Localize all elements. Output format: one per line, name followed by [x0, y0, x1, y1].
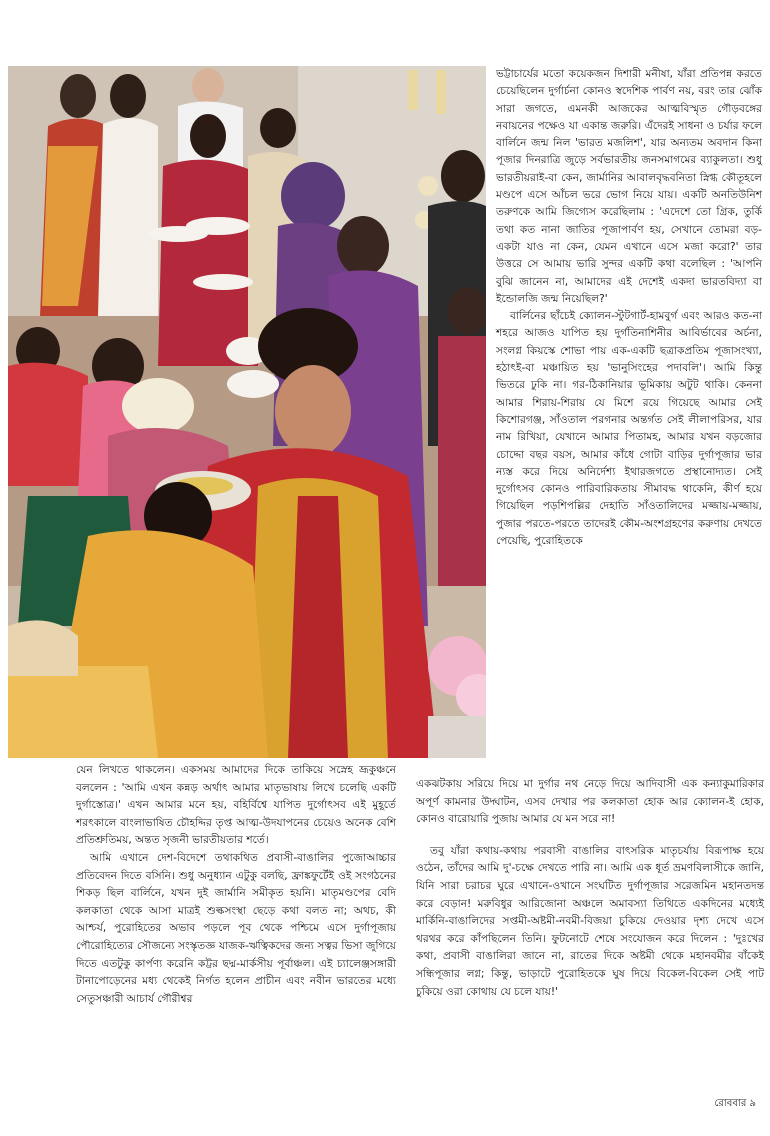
paragraph: আমি এখানে দেশ-বিদেশে তথাকথিত প্রবাসী-বাঙালির পুজোআচ্চার প্রতিবেদন দিতে বসিনি। শুধু অনুধ্যান এটুকু বলছি, ফ্রাঙ্কফুর্টেই ওই সংগঠনের শিকড় ছিল বার্লিনে, যখন দুই জার্মানি সমীকৃত হয়নি। মাতৃমণ্ডপের বেদি কলকাতা থেকে আসা মাত্রই শুল্কসংস্থা ছেড়ে কথা বলত না; অথচ, কী আশ্চর্য, পুরোহিতের অভাব পড়লে পূব থেকে পশ্চিমে এসে দুর্গাপূজায় পৌরোহিত্যের সৌজন্যে সংস্কৃতজ্ঞ যাজক-ঋত্বিকদের জন্য সত্বর ভিসা জুগিয়ে দিতে এতটুকু কার্পণ্য করেনি কট্টর ছদ্ম-মার্কসীয় পূর্বাঞ্চল। এই চ্যালেঞ্জসঙ্গারী টানাপোড়েনের মধ্য থেকেই নির্গত হলেন প্রাচীন এবং নবীন ভারতের মধ্যে সেতুসঞ্চারী আচার্য গৌরীশ্বর	[76, 851, 396, 1005]
right-column-text	[496, 66, 762, 550]
paragraph: বার্লিনের ছাঁচেই ক্যোলন-স্টুটগার্ট-হামবুর্গ এবং আরও কত-না শহরে আজও যাপিত হয় দুর্গতিনাশিনীর আবির্ভাবের অর্চনা, সংলগ্ন কিয়স্কে শোভা পায় এক-একটি ছত্রাকপ্রতিম পূজাসংখ্যা, হঠাৎই-বা মঞ্চায়িত হয় 'ভানুসিংহের পদাবলি'। আমি কিন্তু ভিতরে ঢুকি না। গর-ঠিকানিয়ার ভূমিকায় অটুট থাকি। কেননা আমার শিরায়-শিরায় যে মিশে রয়ে গিয়েছে আমার সেই কিশোরগঞ্জ, সাঁওতাল পরগনার অন্তর্গত সেই লীলাপরিসর, যার নাম রিখিয়া, যেখানে আমার পিতামহ, আমার যখন বড়জোর চোদ্দো বছর বয়স, আমার কাঁধে গোটা বাড়ির দুর্গাপূজার ভার ন্যস্ত করে দিয়ে অনির্দেশ্য ইথারজগতে প্রস্থানোদ্যত। সেই দুর্গোৎসব কোনও পারিবারিকতায় সীমাবদ্ধ থাকেনি, কীর্ণ হয়ে গিয়েছিল পড়শিপল্লির দেহাতি সাঁওতালিদের মজ্জায়-মজ্জায়, পুজার পরতে-পরতে তাদেরই কৌম-অংশগ্রহণের করুণায় দেখতে পেয়েছি, পুরোহিতকে	[496, 310, 762, 548]
page-folio: রোববার ৯	[714, 1098, 756, 1109]
paragraph: যেন লিখতে থাকলেন। একসময় আমাদের দিকে তাকিয়ে সস্নেহ ভ্রূকুঞ্চনে বললেন : 'আমি এখন কন্নড় অর্থাৎ আমার মাতৃভাষায় লিখে চলেছি একটি দুর্গাস্তোত্র।' এখন আমার মনে হয়, বহির্বিশ্বে যাপিত দুর্গোৎসব এই মুহূর্তে শরৎকালে বাংলাভাষিত চৌহদ্দির তৃপ্ত আত্ম-উদযাপনের চেয়েও অনেক বেশি প্রতিশ্রুতিময়, অন্তত সৃজনী ভারতীয়তার শর্তে।	[76, 764, 396, 847]
bottom-right-column-text	[416, 776, 764, 1001]
paragraph: তবু যাঁরা কথায়-কথায় পরবাসী বাঙালির বাৎসরিক মাতৃচর্যায় বিরূপাক্ষ হয়ে ওঠেন, তাঁদের আমি দু'-চক্ষে দেখতে পারি না। আমি এক ধূর্ত ভ্রমণবিলাসীকে জানি, যিনি সারা চরাচর ঘুরে এখানে-ওখানে সংঘটিত দুর্গাপূজার সরেজমিন মহানতদন্ত করে বেড়ান! মরুবিধুর আরিজোনা অঞ্চলে অমাবস্যা তিথিতে একদিনের মধ্যেই মার্কিনি-বাঙালিদের সপ্তমী-অষ্টমী-নবমী-বিজয়া চুকিয়ে দেওয়ার দৃশ্য দেখে এসে থরথর করে কাঁপছিলেন তিনি। ফুটনোটে শেষে সংযোজন করে দিলেন : 'দুঃখের কথা, প্রবাসী বাঙালিরা জানে না, রাতের দিকে অষ্টমী থেকে মহানবমীর বাঁকেই সন্ধিপূজার লগ্ন; কিন্তু, ভাড়াটে পুরোহিতকে ঘুষ দিয়ে বিকেল-বিকেল সেই পাট চুকিয়ে ওরা কোথায় যে চলে যায়!'	[416, 844, 764, 998]
photo-durga-puja-offering	[8, 66, 486, 758]
paragraph: একঝটকায় সরিয়ে দিয়ে মা দুর্গার নথ নেড়ে দিয়ে আদিবাসী এক কন্যাকুমারিকার অপূর্ণ কামনার উদ্ঘাটন, এসব দেখার পর কলকাতা হোক আর ক্যোলন-ই হোক, কোনও বারোয়ারি পুজায় আমার যে মন সরে না!	[416, 778, 764, 826]
paragraph: ভট্টাচার্যের মতো কয়েকজন দিশারী মনীষা, যাঁরা প্রতিপন্ন করতে চেয়েছিলেন দুর্গার্চনা কোনও স্বদেশিক পার্বণ নয়, বরং তার ঝোঁক সারা জগতে, এমনকী আজকের আত্মবিস্মৃত গৌড়বঙ্গের নবায়নের পক্ষেও যা একান্ত জরুরি। এঁদেরই সাধনা ও চর্যার ফলে বার্লিনে জন্ম নিল 'ভারত মজলিশ', যার অন্যতম অবদান কিনা পূজার দিনরাত্রি জুড়ে সর্বভারতীয় জনসমাগমের ব্যাকুলতা। শুধু ভারতীয়রাই-বা কেন, জার্মানির আবালবৃদ্ধবনিতা স্নিগ্ধ কৌতূহলে মণ্ডপে এসে আঁচল ভরে ভোগ নিয়ে যায়। একটি অনতিউনিশ তরুণকে আমি জিগ্যেস করেছিলাম : 'এদেশে তো গ্রিক, তুর্কি তথা কত নানা জাতির পূজাপার্বণ হয়, সেখানে তোমরা বড়-একটা যাও না কেন, যেমন এখানে এসে মজা করো?' তার উত্তরে সে আমায় ভারি সুন্দর একটি কথা বলেছিল : 'আপনি বুঝি জানেন না, আমাদের এই দেশেই একদা ভারতবিদ্যা বা ইন্ডোলজি জন্ম নিয়েছিল?'	[496, 68, 762, 305]
bottom-left-column-text	[76, 762, 396, 1008]
photo-illustration	[8, 66, 486, 758]
